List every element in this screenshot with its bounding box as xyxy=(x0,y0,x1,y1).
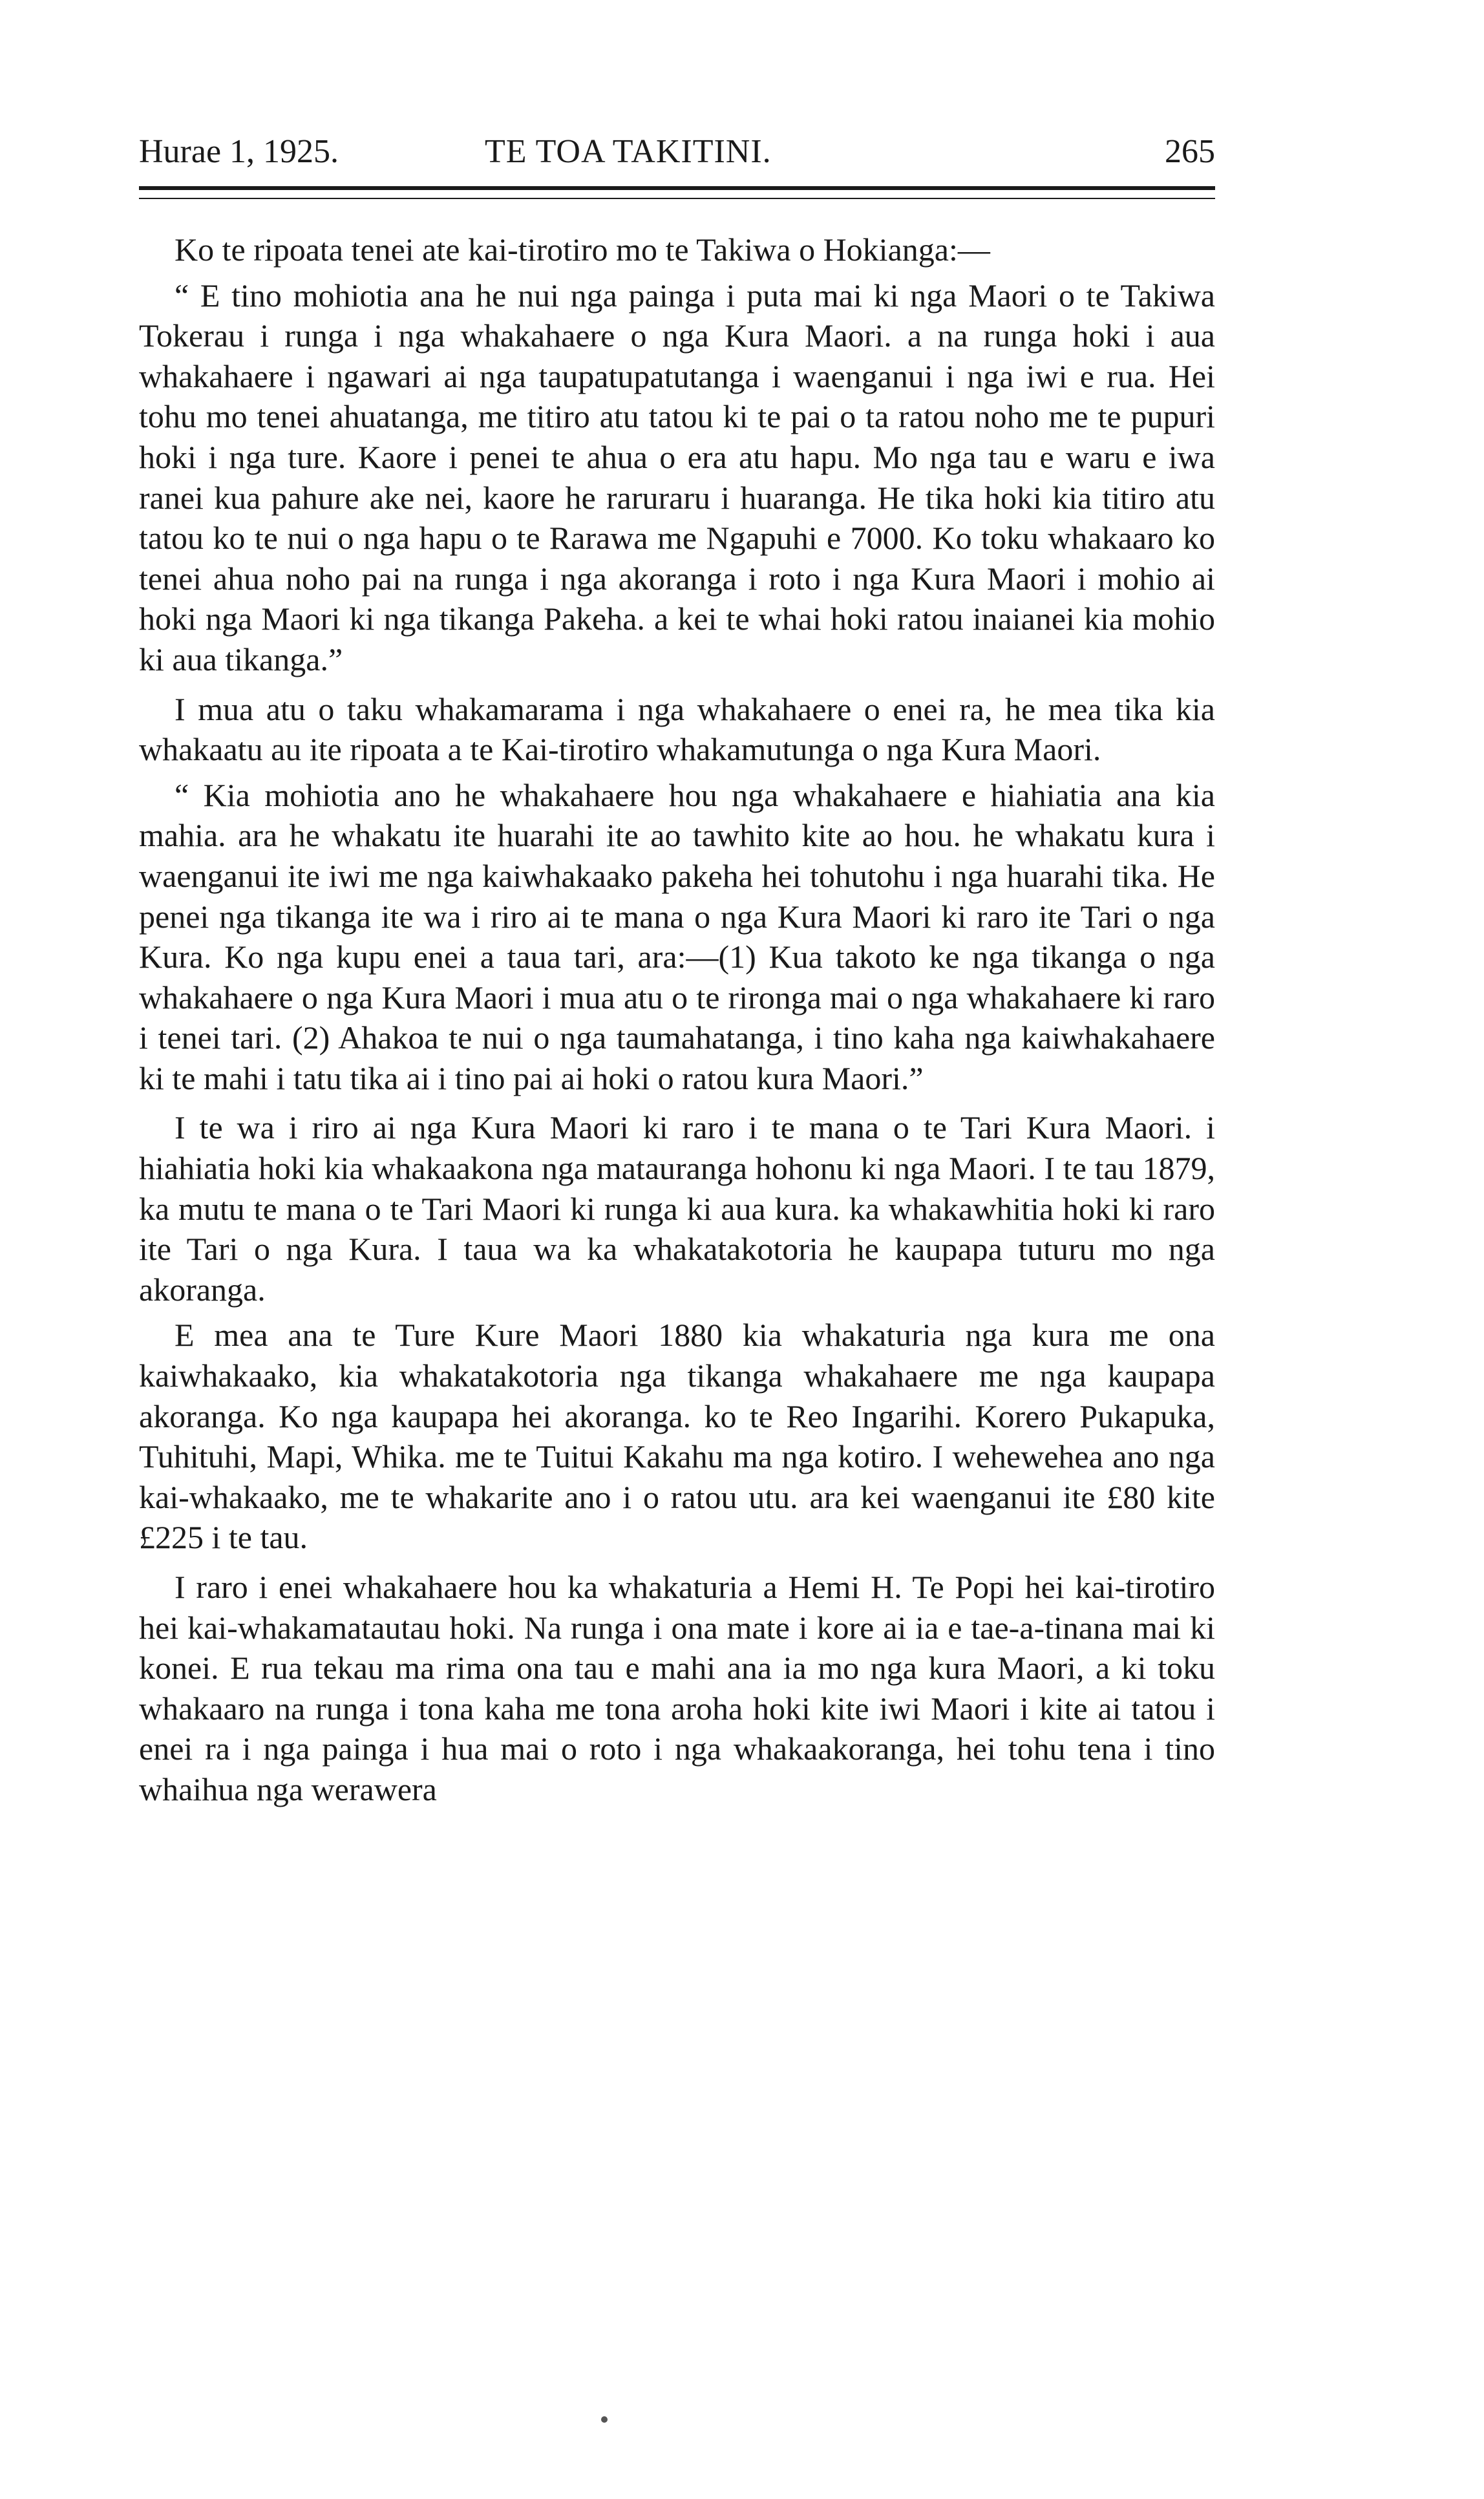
header-rule-thin xyxy=(139,198,1215,199)
print-speck xyxy=(601,2416,608,2423)
header-title: TE TOA TAKITINI. xyxy=(485,133,772,170)
header-date: Hurae 1, 1925. xyxy=(139,133,339,170)
paragraph-quote-report: “ E tino mohiotia ana he nui nga painga i puta mai ki nga Maori o te Takiwa Tokerau i runga i nga whakahaere o nga Kura Maori. a na runga hoki i aua whakahaere i ngawari ai nga taupatupatutanga i waenganui i nga iwi e rua. Hei tohu mo tenei ahuatanga, me titiro atu tatou ki te pai o ta ratou noho me te pupuri hoki i nga ture. Kaore i penei te ahua o era atu hapu. Mo nga tau e waru e iwa ranei kua pahure ake nei, kaore he raruraru i huaranga. He tika hoki kia titiro atu tatou ko te nui o nga hapu o te Rarawa me Ngapuhi e 7000. Ko toku whakaaro ko tenei ahua noho pai na runga i nga akoranga i roto i nga Kura Maori i mohio ai hoki nga Maori ki nga tikanga Pakeha. a kei te whai hoki ratou inaianei kia mohio ki aua tikanga.” xyxy=(139,277,1215,677)
paragraph-inspector-pope: I raro i enei whakahaere hou ka whakaturia a Hemi H. Te Popi hei kai-tirotiro hei kai-whakamatautau hoki. Na runga i ona mate i kore ai ia e tae-a-tinana mai ki konei. E rua tekau ma rima ona tau e mahi ana ia mo nga kura Maori, a ki toku whakaaro na runga i tona kaha me tona aroha hoki kite iwi Maori i kite ai tatou i enei ra i nga painga i hua mai o roto i nga whakaakoranga, hei tohu tena i tino whaihua nga werawera xyxy=(139,1569,1215,1807)
paragraph-history: I te wa i riro ai nga Kura Maori ki raro i te mana o te Tari Kura Maori. i hiahiatia hoki kia whakaakona nga matauranga hohonu ki nga Maori. I te tau 1879, ka mutu te mana o te Tari Maori ki runga ki aua kura. ka whakawhitia hoki ki raro ite Tari o nga Kura. I taua wa ka whakatakotoria he kaupapa tuturu mo nga akoranga. xyxy=(139,1109,1215,1308)
page-number: 265 xyxy=(1165,133,1215,170)
page-header xyxy=(139,129,1215,175)
header-rule-thick xyxy=(139,186,1215,190)
paragraph-preface: I mua atu o taku whakamarama i nga whakahaere o enei ra, he mea tika kia whakaatu au ite ripoata a te Kai-tirotiro whakamutunga o nga Kura Maori. xyxy=(139,690,1215,768)
article-body xyxy=(139,229,1215,1815)
paragraph-quote-inspector: “ Kia mohiotia ano he whakahaere hou nga whakahaere e hiahiatia ana kia mahia. ara he whakatu ite huarahi ite ao tawhito kite ao hou. he whakatu kura i waenganui ite iwi me nga kaiwhakaako pakeha hei tohutohu i nga huarahi tika. He penei nga tikanga ite wa i riro ai te mana o nga Kura Maori ki raro ite Tari o nga Kura. Ko nga kupu enei a taua tari, ara:—(1) Kua takoto ke nga tikanga o nga whakahaere o nga Kura Maori i mua atu o te rironga mai o nga whakahaere ki raro i tenei tari. (2) Ahakoa te nui o nga taumahatanga, i tino kaha nga kaiwhakahaere ki te mahi i tatu tika ai i tino pai ai hoki o ratou kura Maori.” xyxy=(139,776,1215,1096)
paragraph-act-1880: E mea ana te Ture Kure Maori 1880 kia whakaturia nga kura me ona kaiwhakaako, kia whakatakotoria nga tikanga whakahaere me nga kaupapa akoranga. Ko nga kaupapa hei akoranga. ko te Reo Ingarihi. Korero Pukapuka, Tuhituhi, Mapi, Whika. me te Tuitui Kakahu ma nga kotiro. I wehewehea ano nga kai-whakaako, me te whakarite ano i o ratou utu. ara kei waenganui ite £80 kite £225 i te tau. xyxy=(139,1317,1215,1556)
paragraph-intro: Ko te ripoata tenei ate kai-tirotiro mo te Takiwa o Hokianga:— xyxy=(175,231,990,268)
